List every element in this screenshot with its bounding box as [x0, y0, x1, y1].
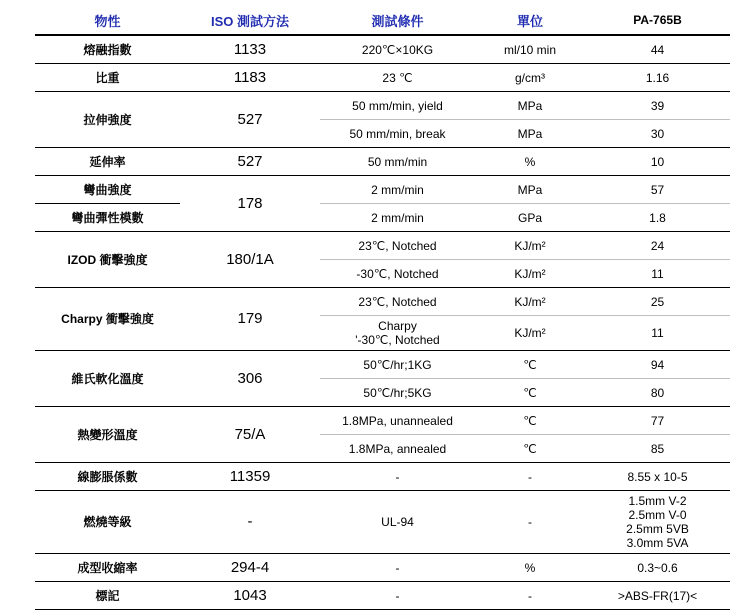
- table-row: [35, 204, 730, 232]
- condition-cell: 2 mm/min: [320, 176, 475, 204]
- property-cell: 熱變形溫度: [35, 407, 180, 463]
- value-cell: 1.16: [585, 64, 730, 92]
- iso-cell: 294-4: [180, 554, 320, 582]
- property-cell: 標記: [35, 582, 180, 610]
- condition-line: Charpy: [378, 319, 417, 333]
- unit-cell: KJ/m²: [475, 232, 585, 260]
- condition-cell: 23℃, Notched: [320, 232, 475, 260]
- unit-cell: ℃: [475, 351, 585, 379]
- value-line: 2.5mm V-0: [628, 508, 687, 522]
- table-row: [35, 288, 730, 316]
- property-cell: 燃燒等級: [35, 491, 180, 554]
- condition-cell: 1.8MPa, annealed: [320, 435, 475, 463]
- unit-cell: ℃: [475, 379, 585, 407]
- condition-cell: -30℃, Notched: [320, 260, 475, 288]
- header-unit: 單位: [475, 6, 585, 35]
- condition-cell: [320, 316, 475, 351]
- property-cell: 成型收縮率: [35, 554, 180, 582]
- property-cell: 熔融指數: [35, 35, 180, 64]
- value-cell: 11: [585, 316, 730, 351]
- table-row: [35, 491, 730, 554]
- table-row: [35, 92, 730, 120]
- condition-cell: 50 mm/min, break: [320, 120, 475, 148]
- unit-cell: -: [475, 582, 585, 610]
- iso-cell: -: [180, 491, 320, 554]
- unit-cell: KJ/m²: [475, 316, 585, 351]
- iso-cell: 527: [180, 92, 320, 148]
- header-iso: ISO 測試方法: [180, 6, 320, 35]
- property-cell: IZOD 衝擊強度: [35, 232, 180, 288]
- iso-cell: 306: [180, 351, 320, 407]
- table-row: [35, 407, 730, 435]
- iso-cell: 1133: [180, 35, 320, 64]
- unit-cell: -: [475, 463, 585, 491]
- table-row: [35, 554, 730, 582]
- value-cell: 30: [585, 120, 730, 148]
- value-cell: 77: [585, 407, 730, 435]
- condition-cell: 50 mm/min, yield: [320, 92, 475, 120]
- unit-cell: MPa: [475, 92, 585, 120]
- header-row: [35, 6, 730, 35]
- condition-cell: 50℃/hr;5KG: [320, 379, 475, 407]
- iso-cell: 1043: [180, 582, 320, 610]
- value-cell: 25: [585, 288, 730, 316]
- unit-cell: %: [475, 148, 585, 176]
- properties-table: [35, 6, 730, 610]
- condition-cell: UL-94: [320, 491, 475, 554]
- condition-cell: -: [320, 463, 475, 491]
- condition-cell: 50 mm/min: [320, 148, 475, 176]
- unit-cell: -: [475, 491, 585, 554]
- condition-cell: 220℃×10KG: [320, 35, 475, 64]
- table-row: [35, 582, 730, 610]
- unit-cell: KJ/m²: [475, 288, 585, 316]
- value-cell: 0.3~0.6: [585, 554, 730, 582]
- condition-line: '-30℃, Notched: [355, 333, 440, 347]
- condition-cell: 50℃/hr;1KG: [320, 351, 475, 379]
- value-line: 2.5mm 5VB: [626, 522, 689, 536]
- value-cell: 8.55 x 10-5: [585, 463, 730, 491]
- unit-cell: MPa: [475, 176, 585, 204]
- condition-cell: 23℃, Notched: [320, 288, 475, 316]
- iso-cell: 527: [180, 148, 320, 176]
- unit-cell: ℃: [475, 435, 585, 463]
- iso-cell: 75/A: [180, 407, 320, 463]
- value-cell: 85: [585, 435, 730, 463]
- iso-cell: 178: [180, 176, 320, 232]
- iso-cell: 180/1A: [180, 232, 320, 288]
- value-cell: 44: [585, 35, 730, 64]
- unit-cell: KJ/m²: [475, 260, 585, 288]
- header-property: 物性: [35, 6, 180, 35]
- property-cell: 比重: [35, 64, 180, 92]
- unit-cell: g/cm³: [475, 64, 585, 92]
- iso-cell: 11359: [180, 463, 320, 491]
- value-cell: 10: [585, 148, 730, 176]
- iso-cell: 179: [180, 288, 320, 351]
- table-row: [35, 148, 730, 176]
- condition-cell: -: [320, 554, 475, 582]
- value-line: 1.5mm V-2: [628, 494, 687, 508]
- table-row: [35, 176, 730, 204]
- table-row: [35, 35, 730, 64]
- value-cell: 39: [585, 92, 730, 120]
- unit-cell: ml/10 min: [475, 35, 585, 64]
- value-cell: 1.8: [585, 204, 730, 232]
- condition-cell: 1.8MPa, unannealed: [320, 407, 475, 435]
- value-cell: >ABS-FR(17)<: [585, 582, 730, 610]
- iso-cell: 1183: [180, 64, 320, 92]
- property-cell: 維氏軟化溫度: [35, 351, 180, 407]
- table-row: [35, 463, 730, 491]
- value-cell: 80: [585, 379, 730, 407]
- table-row: [35, 351, 730, 379]
- property-cell: 線膨脹係數: [35, 463, 180, 491]
- value-cell: [585, 491, 730, 554]
- property-cell: 彎曲強度: [35, 176, 180, 204]
- value-cell: 11: [585, 260, 730, 288]
- value-cell: 57: [585, 176, 730, 204]
- value-line: 3.0mm 5VA: [626, 536, 689, 550]
- property-cell: 彎曲彈性模數: [35, 204, 180, 232]
- header-product: PA-765B: [585, 6, 730, 35]
- property-cell: 延伸率: [35, 148, 180, 176]
- condition-cell: 23 ℃: [320, 64, 475, 92]
- header-condition: 測試條件: [320, 6, 475, 35]
- unit-cell: GPa: [475, 204, 585, 232]
- unit-cell: ℃: [475, 407, 585, 435]
- condition-cell: -: [320, 582, 475, 610]
- unit-cell: MPa: [475, 120, 585, 148]
- value-cell: 94: [585, 351, 730, 379]
- unit-cell: %: [475, 554, 585, 582]
- property-cell: 拉伸強度: [35, 92, 180, 148]
- property-cell: Charpy 衝擊強度: [35, 288, 180, 351]
- value-cell: 24: [585, 232, 730, 260]
- table-row: [35, 232, 730, 260]
- table-row: [35, 64, 730, 92]
- condition-cell: 2 mm/min: [320, 204, 475, 232]
